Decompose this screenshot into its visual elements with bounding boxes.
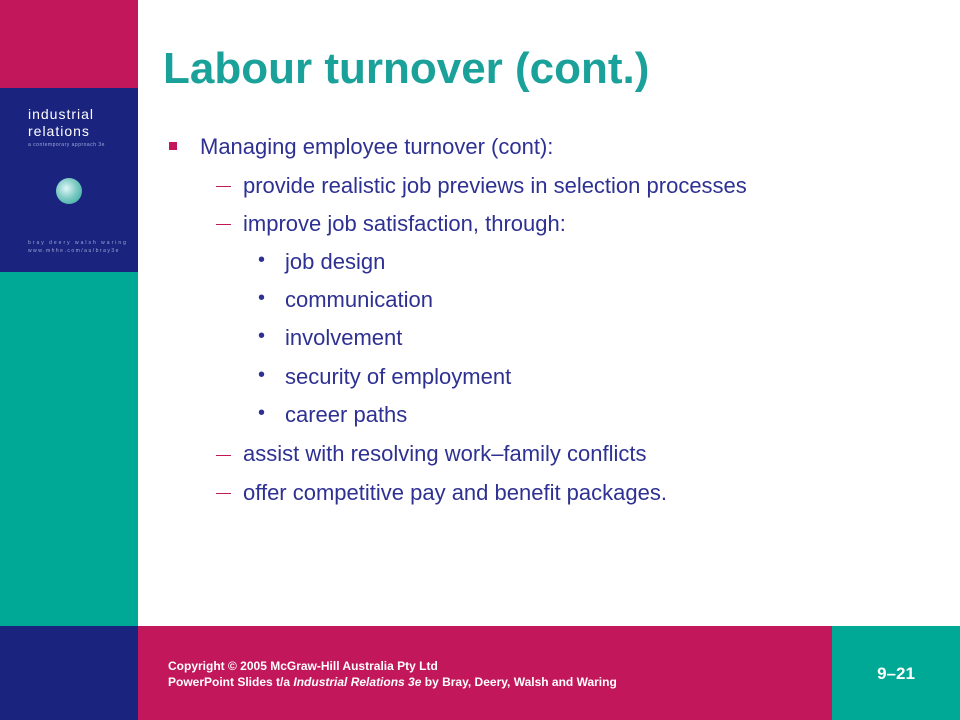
copyright-line-2-prefix: PowerPoint Slides t/a [168,675,294,689]
sub-bullet-4: security of employment [285,364,512,389]
dot-bullet-icon: • [258,402,266,424]
cover-subtitle: a contemporary approach 3e [28,142,105,148]
globe-icon [56,178,82,204]
copyright-line-1: Copyright © 2005 McGraw-Hill Australia Pty Ltd [168,659,438,673]
footer-left-block [0,626,138,720]
bullet-item-4: offer competitive pay and benefit packages. [243,480,667,505]
dash-bullet-icon [216,455,231,456]
dot-bullet-icon: • [258,364,266,386]
slide-title: Labour turnover (cont.) [163,44,650,93]
dash-bullet-icon [216,224,231,225]
dot-bullet-icon: • [258,287,266,309]
footer-copyright-bar [138,626,832,720]
sub-bullet-5: career paths [285,402,408,427]
bullet-level1: Managing employee turnover (cont): [200,134,554,159]
bullet-item-1: provide realistic job previews in selection processes [243,173,747,198]
book-title-italic: Industrial Relations 3e [293,675,422,689]
bullet-item-2: improve job satisfaction, through: [243,211,566,236]
sidebar-teal-block [0,272,138,626]
cover-title [28,106,94,140]
dash-bullet-icon [216,186,231,187]
copyright-line-2-suffix: by Bray, Deery, Walsh and Waring [421,675,617,689]
copyright-line-2 [168,674,617,690]
dot-bullet-icon: • [258,325,266,347]
bullet-item-3: assist with resolving work–family conflicts [243,441,647,466]
cover-website: www.mhhe.com/au/bray3e [28,248,120,254]
sub-bullet-1: job design [285,249,386,274]
sub-bullet-2: communication [285,287,433,312]
square-bullet-icon [169,142,177,150]
slide-number: 9–21 [877,664,915,683]
book-cover [0,88,138,272]
dot-bullet-icon: • [258,249,266,271]
footer-slide-number-block [832,626,960,720]
sidebar-top-block [0,0,138,88]
copyright-text [168,658,617,690]
cover-title-line2: relations [28,123,90,139]
dash-bullet-icon [216,493,231,494]
sub-bullet-3: involvement [285,325,403,350]
cover-authors: bray deery walsh waring [28,240,128,246]
cover-title-line1: industrial [28,106,95,122]
